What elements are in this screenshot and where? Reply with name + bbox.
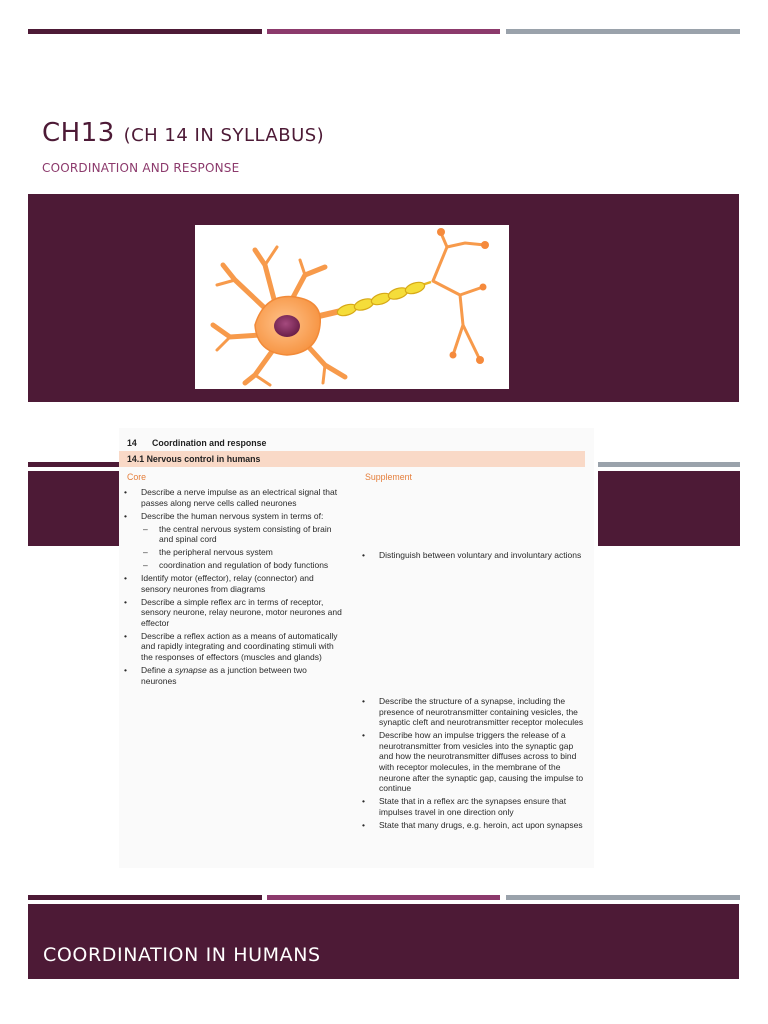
list-item: • Describe a simple reflex arc in terms of receptor, sensory neurone, relay neurone, motor neurones and effector bbox=[119, 597, 344, 629]
title-main-text: CH13 bbox=[42, 118, 115, 148]
list-item bbox=[119, 665, 344, 686]
list-item: • Identify motor (effector), relay (connector) and sensory neurones from diagrams bbox=[119, 573, 344, 594]
neuron-illustration bbox=[195, 225, 509, 389]
page-subtitle: COORDINATION AND RESPONSE bbox=[42, 161, 240, 175]
core-list bbox=[119, 487, 344, 689]
supplement-column-header: Supplement bbox=[365, 472, 412, 482]
core-column-header: Core bbox=[127, 472, 147, 482]
define-prefix: Define a bbox=[141, 665, 173, 676]
bottom-bar-gray bbox=[506, 895, 740, 900]
section-heading bbox=[127, 438, 266, 449]
list-item: • Describe the human nervous system in terms of: bbox=[119, 511, 344, 522]
list-item: • Describe the structure of a synapse, including the presence of neurotransmitter containing vesicles, the synaptic cleft and neurotransmitter receptor molecules bbox=[357, 696, 587, 728]
neuron-image-frame bbox=[195, 225, 509, 389]
subsection-band bbox=[119, 451, 585, 467]
top-bar-dark bbox=[28, 29, 262, 34]
footer-title: COORDINATION IN HUMANS bbox=[43, 944, 321, 966]
syllabus-excerpt bbox=[119, 428, 594, 868]
page-title bbox=[42, 118, 324, 148]
list-item: • Describe how an impulse triggers the release of a neurotransmitter from vesicles into the synaptic gap and how the neurotransmitter diffuses across to bind with receptor molecules, in the membrane of the neurone after the synaptic gap, causing the impulse to continue bbox=[357, 730, 587, 794]
synapse-term: synapse bbox=[175, 665, 207, 676]
supplement-list-upper bbox=[357, 550, 587, 563]
section-title: Coordination and response bbox=[152, 438, 267, 448]
footer-band bbox=[28, 904, 739, 979]
mid-bar-right bbox=[598, 462, 740, 467]
side-block-left bbox=[28, 471, 119, 546]
list-item: • State that many drugs, e.g. heroin, act upon synapses bbox=[357, 820, 587, 831]
bottom-bar-dark bbox=[28, 895, 262, 900]
list-item: • Describe a reflex action as a means of automatically and rapidly integrating and coordinating stimuli with the responses of effectors (muscles and glands) bbox=[119, 631, 344, 663]
subsection-title: 14.1 Nervous control in humans bbox=[127, 454, 261, 464]
list-item: • Describe a nerve impulse as an electrical signal that passes along nerve cells called neurones bbox=[119, 487, 344, 508]
list-item: – coordination and regulation of body functions bbox=[119, 560, 344, 571]
section-number: 14 bbox=[127, 438, 137, 448]
list-item: – the central nervous system consisting of brain and spinal cord bbox=[119, 524, 344, 545]
list-item: – the peripheral nervous system bbox=[119, 547, 344, 558]
top-bar-magenta bbox=[267, 29, 500, 34]
top-bar-gray bbox=[506, 29, 740, 34]
bottom-bar-magenta bbox=[267, 895, 500, 900]
hero-band bbox=[28, 194, 739, 402]
mid-bar-left bbox=[28, 462, 119, 467]
define-suffix: as a junction between two neurones bbox=[141, 665, 307, 686]
side-block-right bbox=[598, 471, 740, 546]
title-parenthetical: (CH 14 IN SYLLABUS) bbox=[123, 125, 325, 146]
supplement-list-lower bbox=[357, 696, 587, 833]
list-item: • State that in a reflex arc the synapses ensure that impulses travel in one direction only bbox=[357, 796, 587, 817]
list-item: • Distinguish between voluntary and involuntary actions bbox=[357, 550, 587, 561]
